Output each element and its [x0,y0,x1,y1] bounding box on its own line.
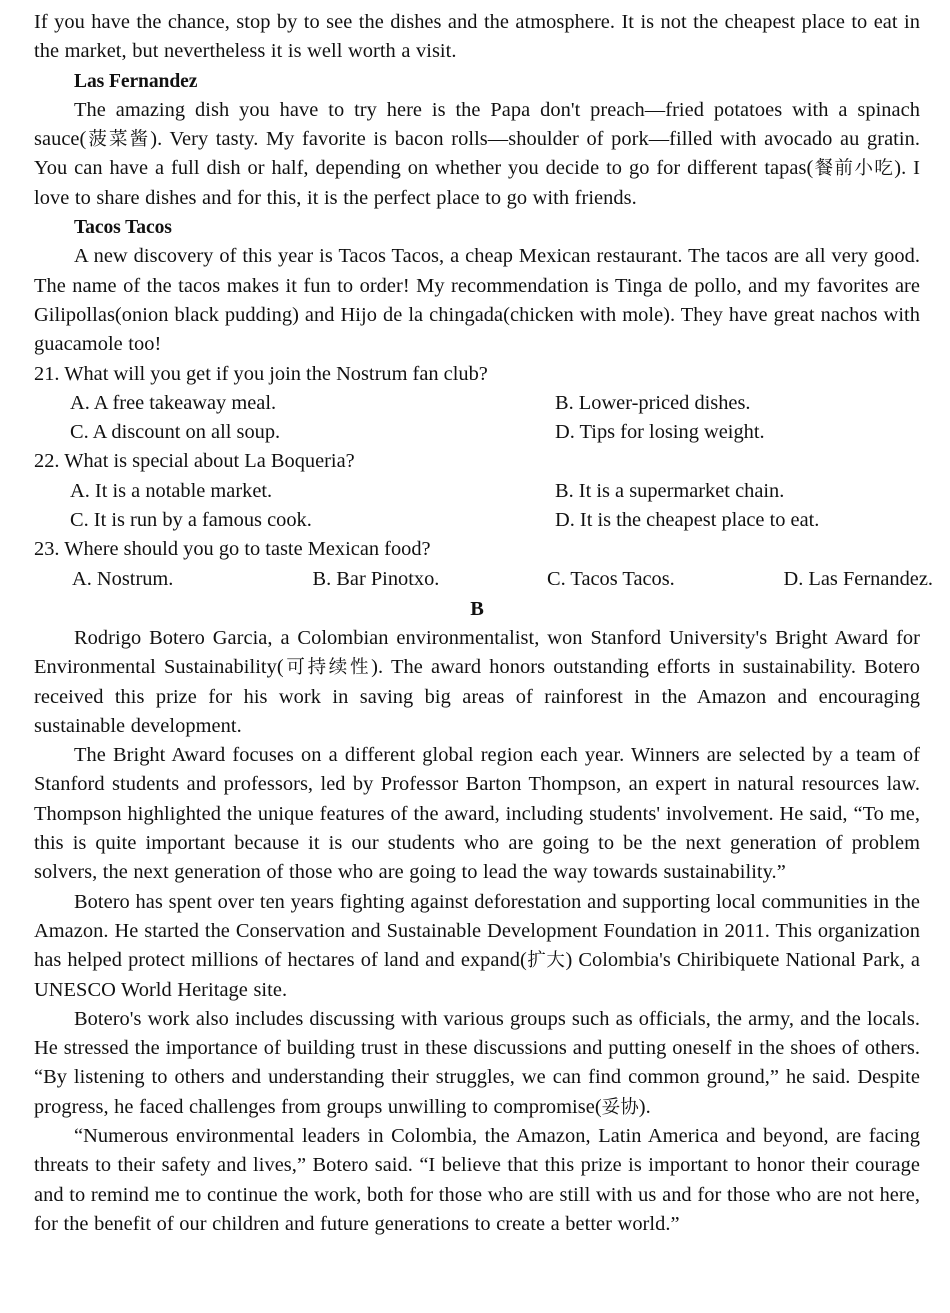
question-text: What will you get if you join the Nostrum fan club? [64,362,488,385]
option-a[interactable]: A. Nostrum. [72,567,174,590]
option-a[interactable]: A. A free takeaway meal. [70,391,277,414]
option-row [34,506,920,535]
question-number: 23. [34,538,60,561]
question-block [34,535,933,594]
option-d[interactable]: D. Tips for losing weight. [555,421,765,444]
section-b-paragraph-3: Botero has spent over ten years fighting against deforestation and supporting local communities in the Amazon. He started the Conservation and Sustainable Development Foundation in 2011. This organization has helped protect millions of hectares of land and expand(扩大) Colombia's Chiribiquete National Park, a UNESCO World Heritage site. [34,890,920,1001]
section-b-paragraph-2: The Bright Award focuses on a different global region each year. Winners are selected by a team of Stanford students and professors, led by Professor Barton Thompson, an expert in natural resources law. Thompson highlighted the unique features of the award, including students' involvement. He said, “To me, this is quite important because it is our students who are going to be the next generation of problem solvers, the next generation of those who are going to lead the way towards sustainability.” [34,744,920,884]
question-number: 22. [34,450,60,473]
option-c[interactable]: C. Tacos Tacos. [547,567,675,590]
paragraph-nostrum-tail: If you have the chance, stop by to see the dishes and the atmosphere. It is not the cheapest place to eat in the market, but nevertheless it is well worth a visit. [34,11,920,63]
question-block [34,360,920,448]
option-d[interactable]: D. It is the cheapest place to eat. [555,509,820,532]
question-stem [34,360,920,389]
section-b-paragraph-1: Rodrigo Botero Garcia, a Colombian environmentalist, won Stanford University's Bright Award for Environmental Sustainability(可持续性). The award honors outstanding efforts in sustainability. Botero received this prize for his work in saving big areas of rainforest in the Amazon and encouraging sustainable development. [34,626,920,737]
option-row [34,565,933,594]
question-number: 21. [34,362,60,385]
option-d[interactable]: D. Las Fernandez. [783,567,933,590]
restaurant-heading-las-fernandez: Las Fernandez [74,70,198,92]
question-stem [34,535,920,564]
exam-page [34,8,933,1239]
question-text: What is special about La Boqueria? [64,450,355,473]
section-letter-b: B [470,597,484,620]
question-block [34,447,920,535]
question-stem [34,447,920,476]
option-row [34,418,920,447]
option-b[interactable]: B. Bar Pinotxo. [312,567,440,590]
paragraph-tacos-tacos: A new discovery of this year is Tacos Tacos, a cheap Mexican restaurant. The tacos are all very good. The name of the tacos makes it fun to order! My recommendation is Tinga de pollo, and my favorites are Gilipollas(onion black pudding) and Hijo de la chingada(chicken with mole). They have great nachos with guacamole too! [34,245,920,356]
paragraph-las-fernandez: The amazing dish you have to try here is the Papa don't preach—fried potatoes with a spinach sauce(菠菜酱). Very tasty. My favorite is bacon rolls—shoulder of pork—filled with avocado au gratin. You can have a full dish or half, depending on whether you decide to go for different tapas(餐前小吃). I love to share dishes and for this, it is the perfect place to go with friends. [34,98,920,209]
option-b[interactable]: B. It is a supermarket chain. [555,479,785,502]
question-text: Where should you go to taste Mexican food? [64,538,431,561]
option-row [34,389,920,418]
section-b-paragraph-5: “Numerous environmental leaders in Colombia, the Amazon, Latin America and beyond, are facing threats to their safety and lives,” Botero said. “I believe that this prize is important to honor their courage and to remind me to continue the work, both for those who are still with us and for those who are not here, for the benefit of our children and future generations to create a better world.” [34,1124,920,1235]
option-row [34,477,920,506]
section-b-paragraph-4: Botero's work also includes discussing with various groups such as officials, the army, and the locals. He stressed the importance of building trust in these discussions and putting oneself in the shoes of others. “By listening to others and understanding their struggles, we can find common ground,” he said. Despite progress, he faced challenges from groups unwilling to compromise(妥协). [34,1007,920,1118]
restaurant-heading-tacos-tacos: Tacos Tacos [74,217,172,239]
option-c[interactable]: C. It is run by a famous cook. [70,509,312,532]
option-a[interactable]: A. It is a notable market. [70,479,273,502]
option-c[interactable]: C. A discount on all soup. [70,421,281,444]
option-b[interactable]: B. Lower-priced dishes. [555,391,751,414]
